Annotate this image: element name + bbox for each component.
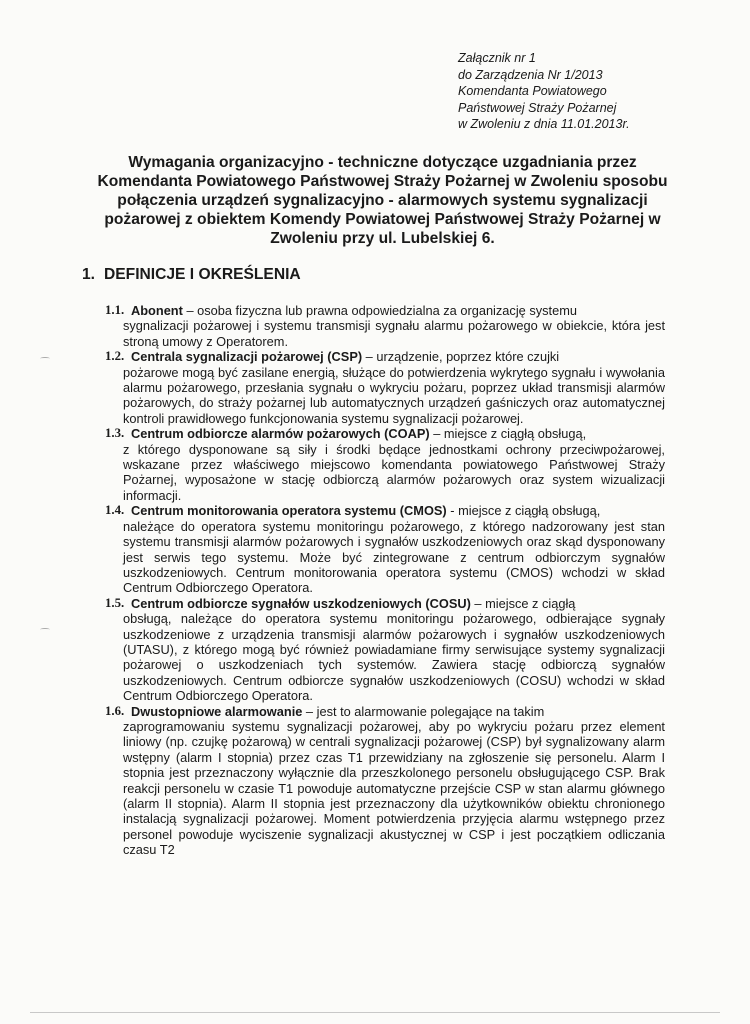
scan-punch-mark — [40, 628, 50, 631]
item-text: – urządzenie, poprzez które czujki — [362, 349, 560, 365]
definition-item — [105, 303, 665, 349]
item-continuation: należące do operatora systemu monitoringu pożarowego, z którego nadzorowany jest stan systemu transmisji alarmów pożarowych i sygnałów uszkodzeniowych oraz skąd dysponowany jest serwis tego systemu. Może być zintegrowane z centrum odbiorczym sygnałów uszkodzeniowych. Centrum monitorowania operatora systemu (CMOS) wchodzi w skład Centrum Odbiorczego Operatora. — [123, 518, 665, 596]
item-continuation: sygnalizacji pożarowej i systemu transmisji sygnału alarmu pożarowego w obiekcie, która jest stroną umowy z Operatorem. — [123, 318, 665, 349]
item-number: 1.3. — [105, 426, 125, 441]
item-text: – miejsce z ciągłą — [470, 595, 576, 611]
attachment-line: w Zwoleniu z dnia 11.01.2013r. — [458, 117, 630, 132]
definition-item — [105, 704, 665, 858]
definition-item — [105, 596, 665, 704]
item-term: Centrum odbiorcze sygnałów uszkodzeniowych (COSU) — [131, 595, 471, 611]
item-continuation: pożarowe mogą być zasilane energią, służące do potwierdzenia wykrytego sygnału i wywołania alarmu pożarowego, przesłania sygnału o wykryciu pożaru, poprzez układ transmisji alarmów pożarowych, do straży pożarnej lub automatycznych urządzeń gaśniczych oraz automatycznej kontroli prawidłowego funkcjonowania systemu sygnalizacji pożarowej. — [123, 364, 665, 426]
item-term: Abonent — [131, 303, 183, 318]
attachment-header — [458, 50, 630, 133]
document-title: Wymagania organizacyjno - techniczne dotyczące uzgadniania przez Komendanta Powiatowego Państwowej Straży Pożarnej w Zwoleniu sposobu połączenia urządzeń sygnalizacyjno - alarmowych systemu sygnalizacji pożarowej z obiektem Komendy Powiatowej Państwowej Straży Pożarnej w Zwoleniu przy ul. Lubelskiej 6. — [97, 154, 668, 247]
item-term: Centrala sygnalizacji pożarowej (CSP) — [131, 349, 363, 365]
definition-item — [105, 426, 665, 503]
item-number: 1.5. — [105, 595, 125, 610]
item-text: - miejsce z ciągłą obsługą, — [446, 503, 601, 519]
scan-punch-mark — [40, 357, 50, 360]
item-number: 1.2. — [105, 349, 125, 364]
section-title: DEFINICJE I OKREŚLENIA — [104, 266, 301, 283]
item-continuation: obsługą, należące do operatora systemu monitoringu pożarowego, odbierające sygnały uszkodzeniowe z urządzenia transmisji alarmów pożarowych i sygnałów uszkodzeniowych (UTASU), z którego mogą być również powiadamiane firmy serwisujące systemy sygnalizacji pożarowej o uszkodzeniach tych systemów. Zawiera stację odbiorczą sygnałów uszkodzeniowych. Centrum odbiorcze sygnałów uszkodzeniowych (COSU) wchodzi w skład Centrum Odbiorczego Operatora. — [123, 611, 665, 704]
definitions-list — [105, 303, 665, 858]
item-number: 1.1. — [105, 303, 125, 317]
item-term: Centrum monitorowania operatora systemu (CMOS) — [131, 503, 447, 519]
item-term: Centrum odbiorcze alarmów pożarowych (COAP) — [131, 426, 430, 442]
section-number: 1. — [82, 266, 96, 283]
section-heading — [82, 266, 301, 284]
item-continuation: z którego dysponowane są siły i środki będące jednostkami ochrony przeciwpożarowej, wskazane przez właściwego miejscowo komendanta powiatowego Państwowej Straży Pożarnej, wyposażone w stację odbiorczą alarmów pożarowych oraz system wizualizacji informacji. — [123, 441, 665, 503]
attachment-line: Komendanta Powiatowego — [458, 84, 607, 99]
item-term: Dwustopniowe alarmowanie — [131, 703, 303, 719]
item-number: 1.4. — [105, 503, 125, 518]
item-continuation: zaprogramowaniu systemu sygnalizacji pożarowej, aby po wykryciu pożaru przez element liniowy (np. czujkę pożarową) w centrali sygnalizacji pożarowej (CSP) był sygnalizowany alarm wstępny (alarm I stopnia) przez czas T1 przewidziany na zgłoszenie się personelu. Alarm I stopnia jest przeznaczony wyłącznie dla przeszkolonego personelu obsługującego CSP. Brak reakcji personelu w czasie T1 powoduje automatyczne przejście CSP w stan alarmu głównego (alarm II stopnia). Alarm II stopnia jest przeznaczony dla użytkowników obiektu chronionego instalacją sygnalizacji pożarowej. Moment potwierdzenia przyjęcia alarmu wstępnego przez personel powoduje wyciszenie sygnalizacji akustycznej w CSP i jest początkiem odliczania czasu T2 — [123, 718, 665, 858]
item-number: 1.6. — [105, 703, 125, 718]
attachment-line: Państwowej Straży Pożarnej — [458, 100, 617, 115]
definition-item — [105, 503, 665, 595]
item-text: – osoba fizyczna lub prawna odpowiedzialna za organizację systemu — [182, 303, 577, 318]
item-text: – miejsce z ciągłą obsługą, — [429, 426, 587, 442]
item-text: – jest to alarmowanie polegające na takim — [302, 703, 545, 719]
attachment-line: do Zarządzenia Nr 1/2013 — [458, 67, 603, 82]
scan-edge-line — [30, 1012, 720, 1013]
definition-item — [105, 349, 665, 426]
attachment-line: Załącznik nr 1 — [458, 51, 536, 65]
